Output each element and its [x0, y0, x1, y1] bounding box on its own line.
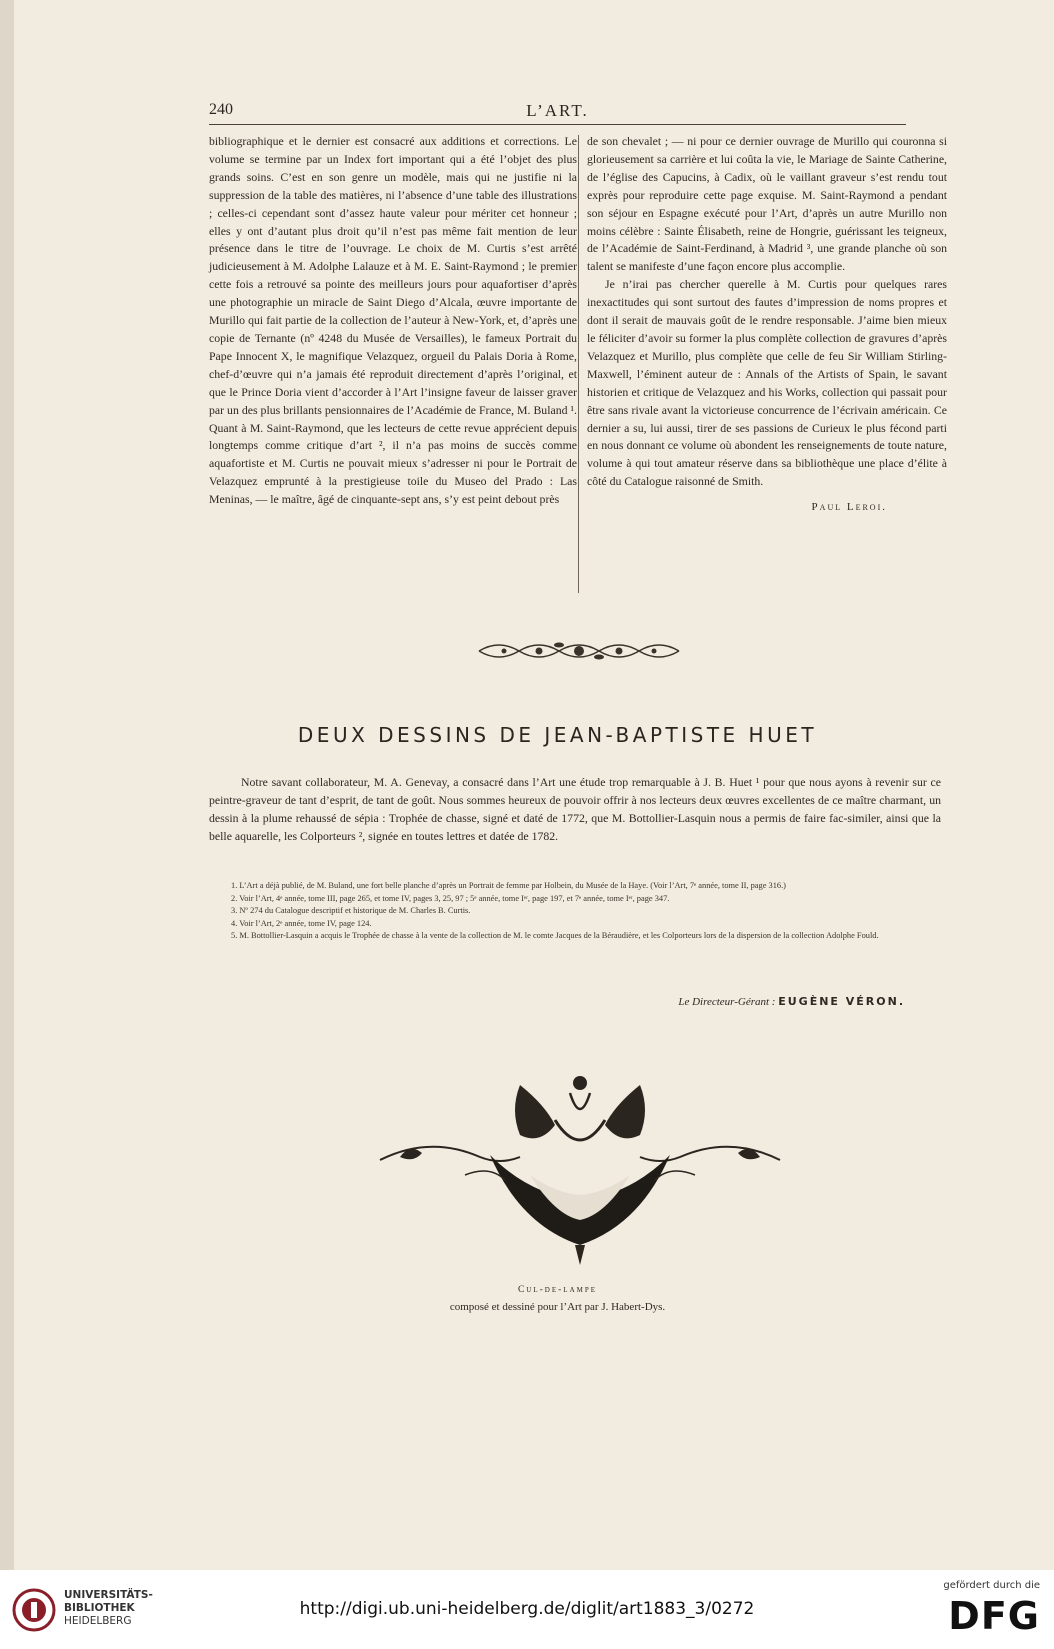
permalink-url[interactable]: http://digi.ub.uni-heidelberg.de/diglit/art1883_3/0272	[299, 1599, 755, 1619]
article-body	[209, 773, 941, 845]
paragraph: bibliographique et le dernier est consacré aux additions et corrections. Le volume se termine par un Index fort important qui a été l’objet des plus grands soins. C’est en son genre un modèle, mais qui ne justifie ni la suppression de la table des matières, ni l’absence d’une table des illustrations ; celles-ci cependant sont d’assez haute valeur pour mériter cet honneur ; elles y ont d’autant plus droit qu’il n’est pas même fait mention de leur présence dans le titre de l’ouvrage. Le choix de M. Curtis s’est arrêté judicieusement à M. Adolphe Lalauze et à M. E. Saint-Raymond ; le premier cette fois a retrouvé sa pointe des meilleurs jours pour aquafortiser d’après une photographie un miracle de Saint Diego d’Alcala, œuvre importante de Murillo qui fait partie de la collection de l’auteur à New-York, et, d’après une copie de Ternante (nº 4248 du Musée de Versailles), le fameux Portrait du Pape Innocent X, le magnifique Velazquez, orgueil du Palais Doria à Rome, chef-d’œuvre qui n’a jamais été reproduit directement d’après l’original, et que le Prince Doria vient d’accorder à l’Art l’insigne faveur de laisser graver par un des plus brillants pensionnaires de l’Académie de France, M. Buland ¹. Quant à M. Saint-Raymond, que les lecteurs de cette revue apprécient depuis longtemps comme critique d’art ², il n’a pas moins de succès comme aquafortiste et M. Curtis ne pouvait mieux s’adresser ni pour le Portrait de Velazquez emprunté à la prestigieuse toile du Museo del Prado : Las Meninas, — le maître, âgé de cinquante-sept ans, s’y est peint debout près	[209, 134, 577, 507]
running-head	[209, 101, 906, 125]
library-name-line: HEIDELBERG	[64, 1615, 132, 1627]
footnote: 4. Voir l’Art, 2ᵉ année, tome IV, page 124.	[231, 918, 372, 928]
tailpiece-engraving-icon	[370, 1065, 790, 1270]
footnote: 5. M. Bottollier-Lasquin a acquis le Trophée de chasse à la vente de la collection de M. le comte Jacques de la Béraudière, et les Colporteurs lors de la dispersion de la collection Adolphe Fould.	[231, 931, 879, 941]
tailpiece-caption-title: Cul-de-lampe	[517, 1285, 598, 1295]
paragraph: Notre savant collaborateur, M. A. Genevay, a consacré dans l’Art une étude trop remarquable à J. B. Huet ¹ pour que nous ayons à revenir sur ce peintre-graveur de tant d’esprit, de tant de goût. Nous sommes heureux de pouvoir offrir à nos lecteurs deux œuvres excellentes de ce maître charmant, un dessin à la plume rehaussé de sépia : Trophée de chasse, signé et daté de 1772, que M. Bottollier-Lasquin nous a permis de faire fac-similer, ainsi que la belle aquarelle, les Colporteurs ², signée en toutes lettres et datée de 1782.	[209, 775, 941, 843]
column-divider	[578, 135, 579, 593]
footnote: 3. Nº 274 du Catalogue descriptif et historique de M. Charles B. Curtis.	[231, 906, 471, 916]
right-column	[587, 133, 947, 517]
footnote: 1. L’Art a déjà publié, de M. Buland, une fort belle planche d’après un Portrait de femme par Holbein, du Musée de la Haye. (Voir l’Art, 7ᵉ année, tome II, page 316.)	[231, 881, 786, 890]
floral-ornament-icon	[474, 637, 684, 665]
paragraph: de son chevalet ; — ni pour ce dernier ouvrage de Murillo qui couronna si glorieusement sa carrière et lui coûta la vie, le Mariage de Sainte Catherine, de l’église des Capucins, à Cadix, où le vaillant graveur s’est rendu tout exprès pour reproduire cette page exquise. M. Saint-Raymond a pendant son séjour en Espagne exécuté pour l’Art, d’après un autre Murillo non moins célèbre : Sainte Élisabeth, reine de Hongrie, guérissant les teigneux, de l’Académie de Saint-Ferdinand, à Madrid ³, une grande planche où son talent se manifeste d’une façon encore plus accomplie.	[587, 134, 947, 274]
director-name: EUGÈNE VÉRON.	[778, 995, 905, 1008]
footer-bar	[0, 1570, 1054, 1649]
director-label: Le Directeur-Gérant :	[678, 996, 779, 1008]
paragraph: Je n’irai pas chercher querelle à M. Curtis pour quelques rares inexactitudes qui sont surtout des fautes d’impression de noms propres et dont il serait de mauvais goût de le rendre responsable. J’aime bien mieux le féliciter d’avoir su former la plus complète collection de gravures d’après Velazquez et Murillo, plus complète que celle de feu Sir William Stirling-Maxwell, l’éminent auteur de : Annals of the Artists of Spain, le savant historien et critique de Velazquez and his Works, collection qui passait pour être sans rivale avant la victorieuse concurrence de l’écrivain américain. Ce dernier a su, lui aussi, tirer de ses passions de Curieux le plus fécond parti en nous donnant ce volume où abondent les renseignements de toute nature, volume à qui tout amateur réserve dans sa bibliothèque une place d’élite à côté du Catalogue raisonné de Smith.	[587, 277, 947, 489]
funded-by-label: gefördert durch die	[943, 1580, 1040, 1591]
library-name-line: UNIVERSITÄTS-	[64, 1589, 153, 1601]
tailpiece-caption-credit: composé et dessiné pour l’Art par J. Habert-Dys.	[449, 1301, 666, 1313]
dfg-logo: DFG	[948, 1594, 1040, 1638]
director-line	[560, 995, 905, 1008]
page-number: 240	[209, 101, 233, 118]
library-name-line: BIBLIOTHEK	[64, 1602, 135, 1614]
left-column	[209, 133, 577, 509]
article-title: DEUX DESSINS DE JEAN-BAPTISTE HUET	[297, 723, 818, 747]
running-title: L’ART.	[526, 101, 589, 120]
author-signature: Paul Leroi.	[811, 501, 887, 514]
footnotes	[209, 880, 941, 943]
header-rule	[209, 124, 906, 125]
footnote: 2. Voir l’Art, 4ᵉ année, tome III, page 265, et tome IV, pages 3, 25, 97 ; 5ᵉ année, tome Iᵉʳ, page 197, et 7ᵉ année, tome Iᵉʳ, page 347.	[231, 893, 670, 903]
page-edge	[0, 0, 14, 1570]
